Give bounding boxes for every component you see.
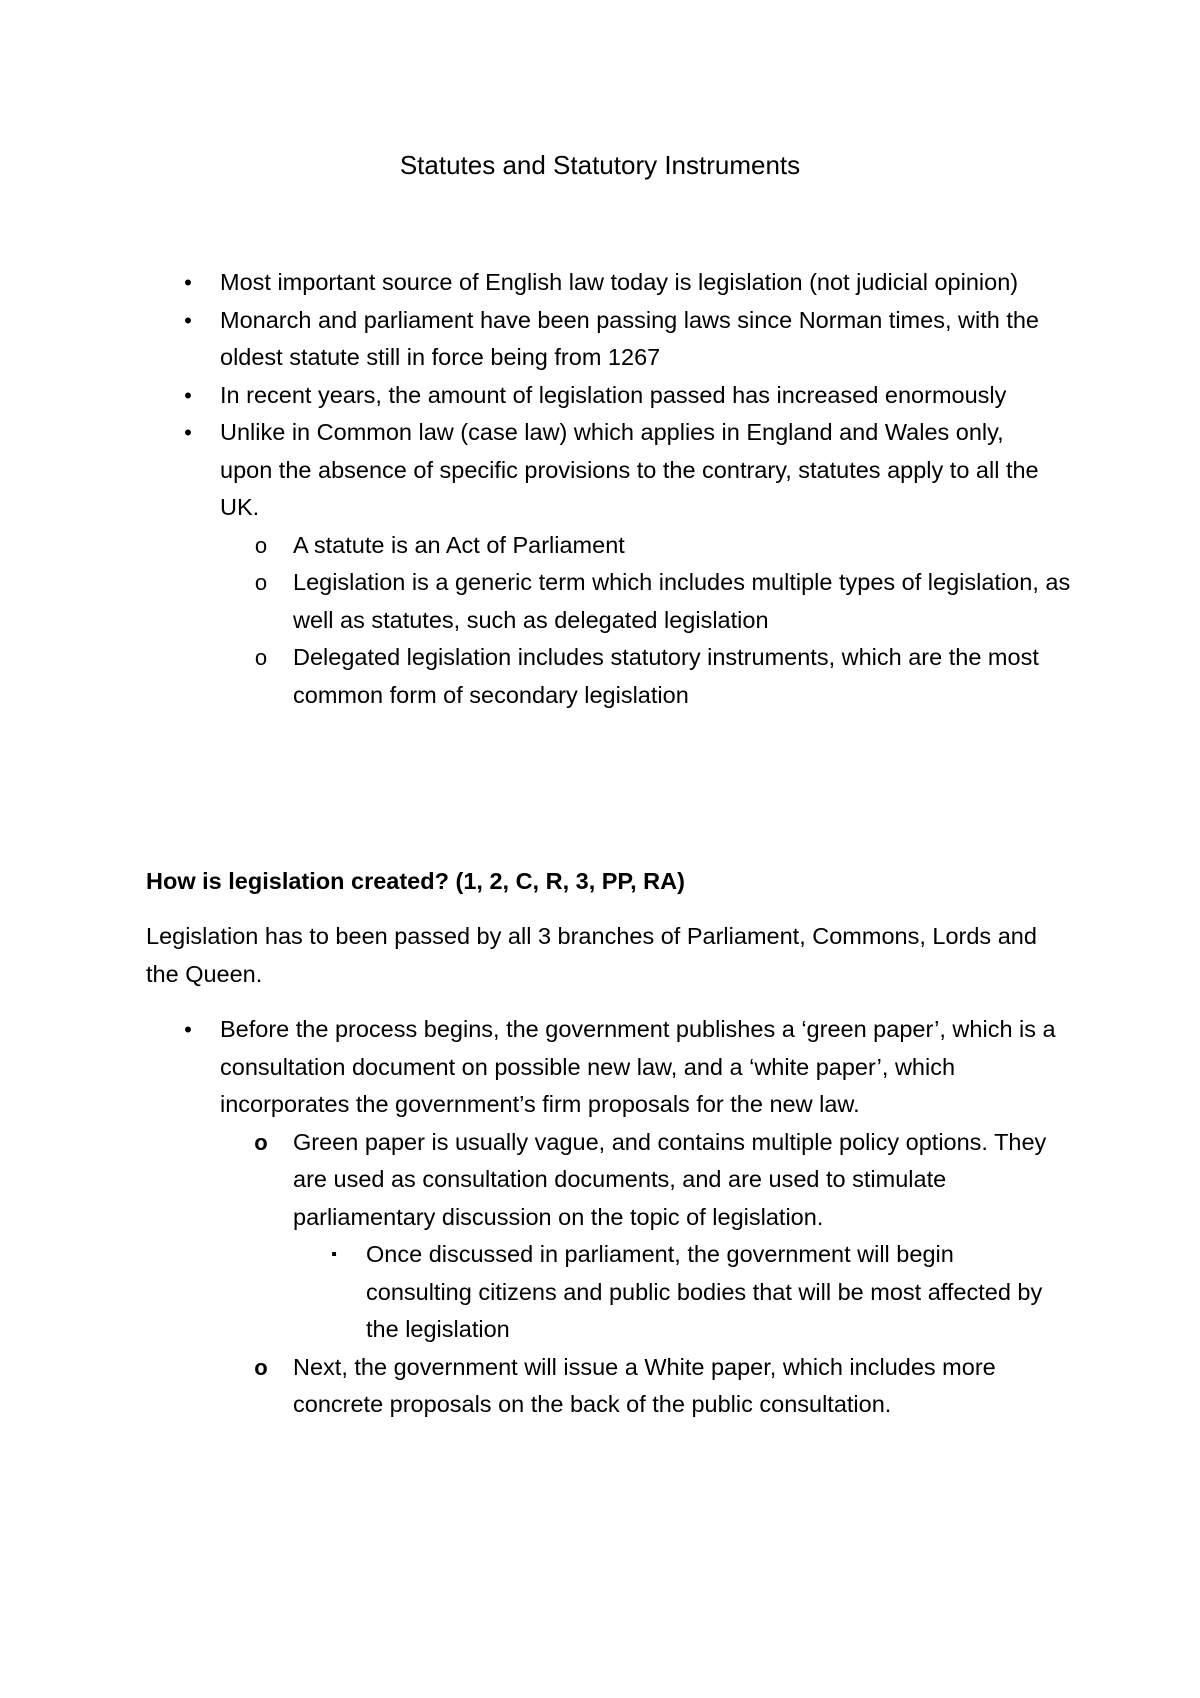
bullet-icon: • bbox=[184, 270, 192, 295]
sub-list-item-text: A statute is an Act of Parliament bbox=[293, 531, 625, 558]
section2-list bbox=[0, 1011, 1200, 1424]
sub-list-item-text: Next, the government will issue a White paper, which includes more concrete proposals on the back of the public consultation. bbox=[293, 1353, 996, 1417]
list-item bbox=[184, 377, 1060, 415]
sub-sub-list-item-text: Once discussed in parliament, the government will begin consulting citizens and public bodies that will be most affected by the legislation bbox=[366, 1241, 1043, 1342]
bullet-icon: • bbox=[184, 382, 192, 408]
list-item-text: Most important source of English law today is legislation (not judicial opinion) bbox=[220, 269, 1019, 295]
sub-sub-list-item bbox=[331, 1236, 1066, 1349]
intro-paragraph: Legislation has to been passed by all 3 branches of Parliament, Commons, Lords and the Queen. bbox=[146, 923, 1037, 987]
list-item-text: Monarch and parliament have been passing laws since Norman times, with the oldest statute still in force being from 1267 bbox=[220, 306, 1040, 370]
bullet-icon: • bbox=[184, 420, 192, 445]
document-title: Statutes and Statutory Instruments bbox=[399, 150, 801, 180]
section1-list bbox=[0, 264, 1200, 714]
list-item-text: In recent years, the amount of legislation passed has increased enormously bbox=[220, 381, 1007, 408]
bullet-icon: • bbox=[184, 307, 192, 333]
sub-list-item bbox=[254, 564, 1073, 639]
bullet-icon: • bbox=[184, 1017, 192, 1042]
sub-list-item bbox=[254, 527, 1073, 565]
circle-bullet-icon: o bbox=[254, 645, 268, 670]
list-item-text: Before the process begins, the government publishes a ‘green paper’, which is a consultation document on possible new law, and a ‘white paper’, which incorporates the government’s firm proposals for the new law. bbox=[220, 1016, 1056, 1117]
list-item-text: Unlike in Common law (case law) which applies in England and Wales only, upon the absence of specific provisions to the contrary, statutes apply to all the UK. bbox=[220, 419, 1039, 520]
circle-bullet-icon: o bbox=[254, 1129, 268, 1155]
square-bullet-icon: ▪ bbox=[331, 1246, 337, 1263]
section-heading: How is legislation created? (1, 2, C, R, 3, PP, RA) bbox=[146, 868, 685, 894]
circle-bullet-icon: o bbox=[254, 532, 268, 558]
sub-list-item-text: Delegated legislation includes statutory instruments, which are the most common form of secondary legislation bbox=[293, 644, 1039, 708]
circle-bullet-icon: o bbox=[254, 570, 268, 595]
list-item bbox=[184, 302, 1060, 377]
list-item bbox=[184, 414, 1060, 527]
sub-list-item-text: Green paper is usually vague, and contains multiple policy options. They are used as consultation documents, and are used to stimulate parliamentary discussion on the topic of legislation. bbox=[293, 1128, 1047, 1230]
circle-bullet-icon: o bbox=[254, 1354, 268, 1380]
list-item bbox=[184, 1011, 1060, 1124]
sub-list-item bbox=[254, 1124, 1073, 1237]
sub-list-item bbox=[254, 639, 1073, 714]
sub-list-item-text: Legislation is a generic term which includes multiple types of legislation, as well as statutes, such as delegated legislation bbox=[293, 569, 1071, 633]
sub-list-item bbox=[254, 1349, 1073, 1424]
list-item bbox=[184, 264, 1060, 302]
